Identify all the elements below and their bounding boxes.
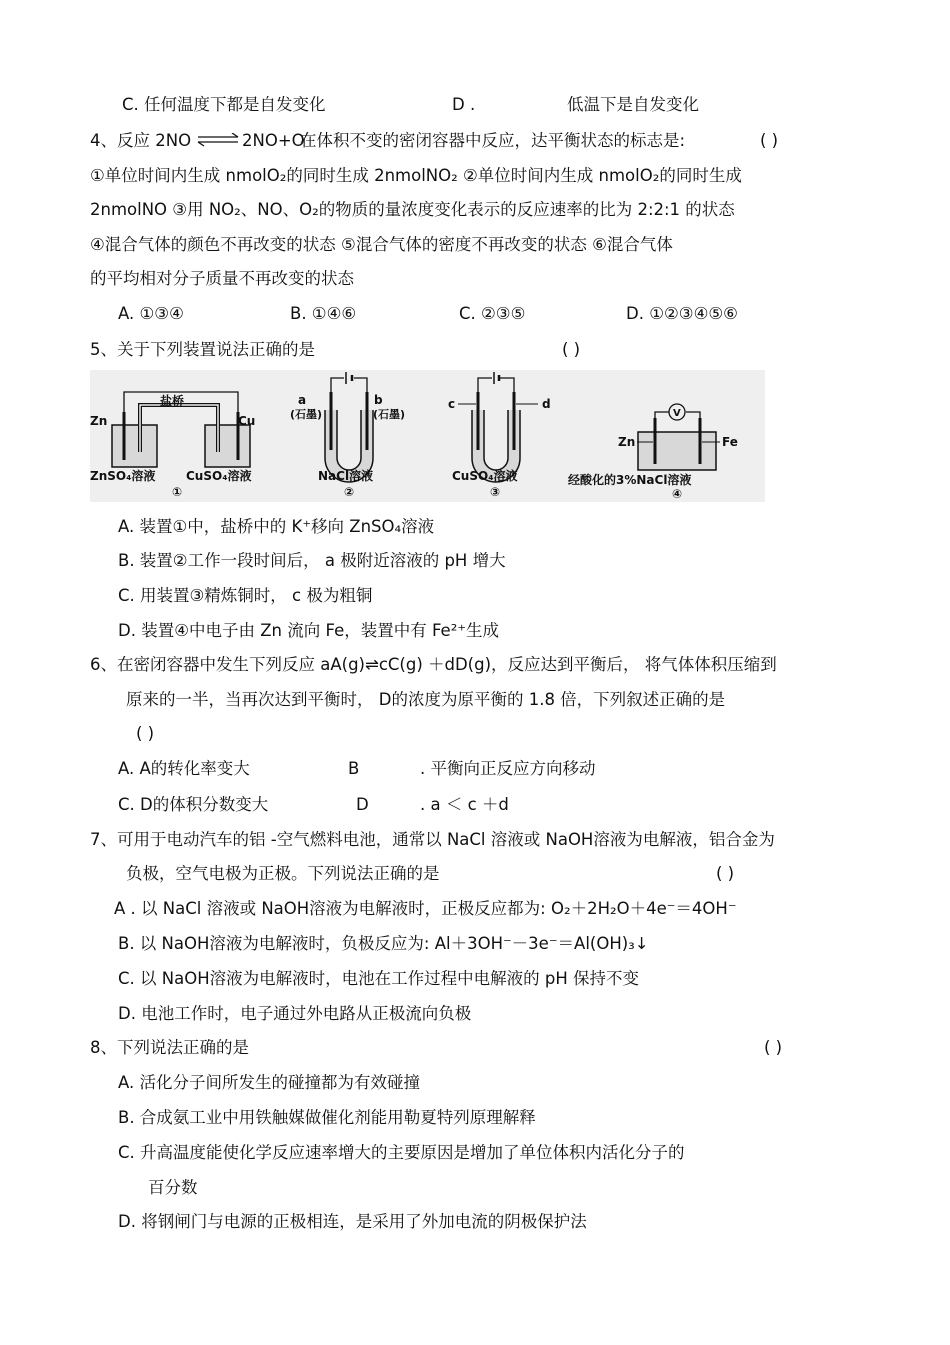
d2-number: ② bbox=[344, 485, 355, 499]
q4-line-2: ①单位时间内生成 nmolO₂的同时生成 2nmolNO₂ ②单位时间内生成 nmolO₂的同时生成 bbox=[90, 166, 742, 185]
q4-stem-part3: 在体积不变的密闭容器中反应，达平衡状态的标志是: bbox=[300, 131, 686, 150]
q6-line-2: 原来的一半，当再次达到平衡时， D的浓度为原平衡的 1.8 倍，下列叙述正确的是 bbox=[126, 690, 726, 709]
q3-option-d-letter: D . bbox=[452, 95, 476, 114]
d1-cu-label: Cu bbox=[238, 414, 256, 428]
q4-line-5: 的平均相对分子质量不再改变的状态 bbox=[90, 269, 354, 288]
d2-graphite-right: (石墨) bbox=[373, 408, 406, 421]
q8-stem: 8、下列说法正确的是 bbox=[90, 1038, 249, 1057]
q6-option-b-letter: B bbox=[348, 759, 360, 778]
q6-option-c: C. D的体积分数变大 bbox=[118, 795, 269, 814]
q6-answer-paren: ( ) bbox=[136, 724, 155, 743]
device-1-galvanic-cell bbox=[90, 392, 255, 499]
q7-option-c: C. 以 NaOH溶液为电解液时，电池在工作过程中电解液的 pH 保持不变 bbox=[118, 969, 639, 988]
q4-option-a: A. ①③④ bbox=[118, 304, 184, 323]
q7-option-a: A . 以 NaCl 溶液或 NaOH溶液为电解液时，正极反应都为: O₂＋2H₂O＋4e⁻＝4OH⁻ bbox=[114, 899, 737, 918]
d1-zn-label: Zn bbox=[90, 414, 108, 428]
q5-option-c: C. 用装置③精炼铜时， c 极为粗铜 bbox=[118, 586, 373, 605]
d1-number: ① bbox=[172, 485, 183, 499]
q6-option-d-letter: D bbox=[356, 795, 369, 814]
d4-number: ④ bbox=[672, 487, 683, 501]
d2-solution-label: NaCl溶液 bbox=[318, 469, 374, 483]
d1-solution-2-label: CuSO₄溶液 bbox=[186, 469, 252, 483]
q8-option-d: D. 将钢闸门与电源的正极相连，是采用了外加电流的阴极保护法 bbox=[118, 1212, 587, 1231]
q6-option-b-text: . 平衡向正反应方向移动 bbox=[420, 759, 596, 778]
q4-stem-part1: 4、反应 2NO bbox=[90, 131, 192, 150]
q8-option-a: A. 活化分子间所发生的碰撞都为有效碰撞 bbox=[118, 1073, 420, 1092]
d2-a-label: a bbox=[298, 393, 307, 407]
q4-option-b: B. ①④⑥ bbox=[290, 304, 357, 323]
d3-number: ③ bbox=[490, 485, 501, 499]
d4-solution-label: 经酸化的3%NaCl溶液 bbox=[568, 473, 692, 487]
q7-answer-paren: ( ) bbox=[716, 864, 735, 883]
q8-option-c-line1: C. 升高温度能使化学反应速率增大的主要原因是增加了单位体积内活化分子的 bbox=[118, 1143, 685, 1162]
q4-option-c: C. ②③⑤ bbox=[459, 304, 526, 323]
equilibrium-arrow-icon bbox=[196, 133, 240, 147]
d4-zn-label: Zn bbox=[618, 435, 636, 449]
d3-d-label: d bbox=[542, 397, 551, 411]
q6-option-d-text: . a ＜ c ＋d bbox=[420, 795, 509, 814]
q8-option-c-line2: 百分数 bbox=[148, 1178, 198, 1197]
device-4-corrosion-cell bbox=[568, 404, 738, 501]
q4-option-d: D. ①②③④⑤⑥ bbox=[626, 304, 738, 323]
q7-line-1: 7、可用于电动汽车的铝 -空气燃料电池，通常以 NaCl 溶液或 NaOH溶液为电解液，铝合金为 bbox=[90, 830, 775, 849]
q6-line-1: 6、在密闭容器中发生下列反应 aA(g)⇌cC(g) ＋dD(g)，反应达到平衡后， 将气体体积压缩到 bbox=[90, 655, 777, 674]
q5-option-d: D. 装置④中电子由 Zn 流向 Fe，装置中有 Fe²⁺生成 bbox=[118, 621, 500, 640]
q5-answer-paren: ( ) bbox=[562, 340, 581, 359]
q4-line-3: 2nmolNO ③用 NO₂、NO、O₂的物质的量浓度变化表示的反应速率的比为 2:2:1 的状态 bbox=[90, 200, 735, 219]
q7-option-d: D. 电池工作时，电子通过外电路从正极流向负极 bbox=[118, 1004, 472, 1023]
q3-option-c: C. 任何温度下都是自发变化 bbox=[122, 95, 326, 114]
q8-answer-paren: ( ) bbox=[764, 1038, 783, 1057]
device-3-u-tube-refining bbox=[448, 372, 551, 499]
q3-option-d-text: 低温下是自发变化 bbox=[567, 95, 699, 114]
device-2-u-tube-electrolysis bbox=[290, 372, 405, 499]
q5-stem: 5、关于下列装置说法正确的是 bbox=[90, 340, 315, 359]
q7-line-2: 负极，空气电极为正极。下列说法正确的是 bbox=[126, 864, 440, 883]
q6-option-a: A. A的转化率变大 bbox=[118, 759, 250, 778]
d4-voltmeter-label: V bbox=[673, 408, 681, 419]
d1-solution-1-label: ZnSO₄溶液 bbox=[90, 469, 156, 483]
d2-graphite-left: (石墨) bbox=[290, 408, 323, 421]
q4-answer-paren: ( ) bbox=[760, 131, 779, 150]
q7-option-b: B. 以 NaOH溶液为电解液时，负极反应为: Al＋3OH⁻－3e⁻＝Al(OH)₃↓ bbox=[118, 934, 649, 953]
d4-fe-label: Fe bbox=[722, 435, 738, 449]
d3-solution-label: CuSO₄溶液 bbox=[452, 469, 518, 483]
d3-c-label: c bbox=[448, 397, 456, 411]
q5-option-a: A. 装置①中，盐桥中的 K⁺移向 ZnSO₄溶液 bbox=[118, 517, 435, 536]
q5-option-b: B. 装置②工作一段时间后， a 极附近溶液的 pH 增大 bbox=[118, 551, 506, 570]
q4-line-4: ④混合气体的颜色不再改变的状态 ⑤混合气体的密度不再改变的状态 ⑥混合气体 bbox=[90, 235, 673, 254]
q8-option-b: B. 合成氨工业中用铁触媒做催化剂能用勒夏特列原理解释 bbox=[118, 1108, 536, 1127]
d1-salt-bridge-label: 盐桥 bbox=[160, 394, 185, 408]
q5-apparatus-figure bbox=[90, 370, 765, 502]
q4-stem-part2: 2NO+O bbox=[242, 131, 305, 150]
d2-b-label: b bbox=[374, 393, 383, 407]
